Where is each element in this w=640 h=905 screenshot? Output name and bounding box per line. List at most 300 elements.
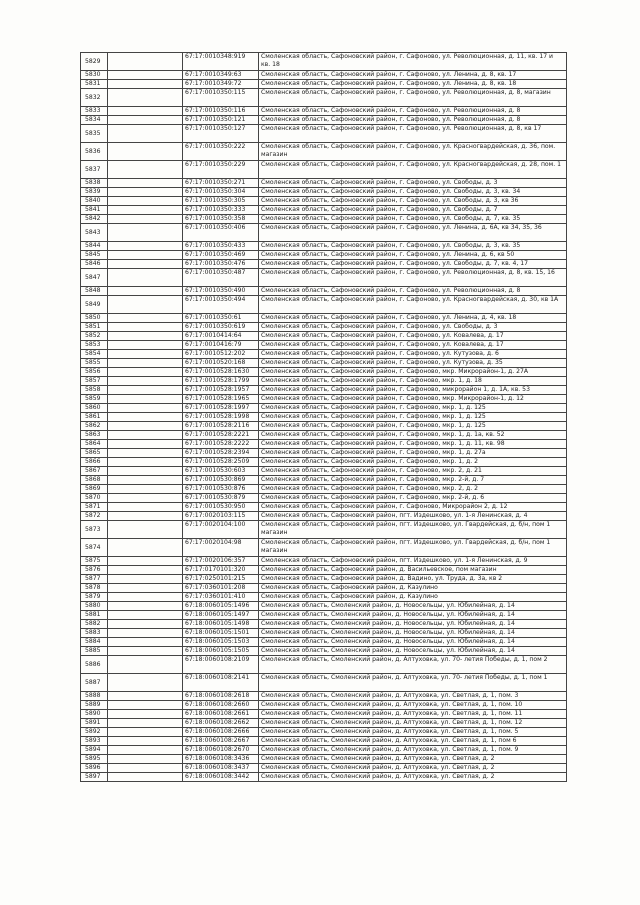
address-cell: Смоленская область, Сафоновский район, г. Сафоново, ул. Свободы, д. 7, кв. 4, 17 <box>259 260 567 269</box>
cadastral-number-cell: 67:17:0010350:490 <box>183 287 259 296</box>
table-row <box>81 611 567 620</box>
address-cell: Смоленская область, Смоленский район, д. Новосельцы, ул. Юбилейная, д. 14 <box>259 620 567 629</box>
empty-cell <box>108 719 183 728</box>
cadastral-number-cell: 67:18:0060108:2667 <box>183 737 259 746</box>
address-cell: Смоленская область, Сафоновский район, г. Сафоново, ул. Ковалева, д. 17 <box>259 341 567 350</box>
address-cell: Смоленская область, Смоленский район, д. Новосельцы, ул. Юбилейная, д. 14 <box>259 611 567 620</box>
address-cell: Смоленская область, Смоленский район, д. Алтуховка, ул. Светлая, д. 2 <box>259 773 567 782</box>
row-number-cell: 5892 <box>81 728 108 737</box>
row-number-cell: 5869 <box>81 485 108 494</box>
address-cell: Смоленская область, Смоленский район, д. Алтуховка, ул. Светлая, д. 2 <box>259 764 567 773</box>
cadastral-number-cell: 67:17:0010512:202 <box>183 350 259 359</box>
empty-cell <box>108 53 183 71</box>
empty-cell <box>108 107 183 116</box>
row-number-cell: 5857 <box>81 377 108 386</box>
address-cell: Смоленская область, Смоленский район, д. Алтуховка, ул. 70- летия Победы, д. 1, пом 1 <box>259 674 567 692</box>
empty-cell <box>108 593 183 602</box>
empty-cell <box>108 638 183 647</box>
address-cell: Смоленская область, Сафоновский район, г. Сафоново, мкр. 1, д. 18 <box>259 377 567 386</box>
cadastral-number-cell: 67:17:0010350:433 <box>183 242 259 251</box>
cadastral-number-cell: 67:17:0010350:61 <box>183 314 259 323</box>
row-number-cell: 5849 <box>81 296 108 314</box>
address-cell: Смоленская область, Сафоновский район, г. Сафоново, ул. Революционная, д. 8 <box>259 116 567 125</box>
address-cell: Смоленская область, Сафоновский район, г. Сафоново, ул. Свободы, д. 7, кв. 35 <box>259 215 567 224</box>
empty-cell <box>108 368 183 377</box>
table-row <box>81 719 567 728</box>
row-number-cell: 5831 <box>81 80 108 89</box>
table-row <box>81 197 567 206</box>
table-row <box>81 404 567 413</box>
cadastral-number-cell: 67:17:0010350:229 <box>183 161 259 179</box>
empty-cell <box>108 692 183 701</box>
address-cell: Смоленская область, Сафоновский район, д. Васильевское, пом магазин <box>259 566 567 575</box>
row-number-cell: 5841 <box>81 206 108 215</box>
row-number-cell: 5897 <box>81 773 108 782</box>
cadastral-number-cell: 67:18:0060105:1503 <box>183 638 259 647</box>
table-row <box>81 215 567 224</box>
table-row <box>81 692 567 701</box>
row-number-cell: 5833 <box>81 107 108 116</box>
row-number-cell: 5860 <box>81 404 108 413</box>
empty-cell <box>108 395 183 404</box>
empty-cell <box>108 242 183 251</box>
empty-cell <box>108 764 183 773</box>
table-row <box>81 332 567 341</box>
cadastral-number-cell: 67:17:0010350:115 <box>183 89 259 107</box>
table-row <box>81 773 567 782</box>
address-cell: Смоленская область, Сафоновский район, г. Сафоново, ул. Революционная, д. 8 <box>259 287 567 296</box>
address-cell: Смоленская область, Сафоновский район, г. Сафоново, мкр. 1, д. 1а, кв. 52 <box>259 431 567 440</box>
cadastral-number-cell: 67:17:0010350:333 <box>183 206 259 215</box>
table-row <box>81 485 567 494</box>
empty-cell <box>108 476 183 485</box>
row-number-cell: 5870 <box>81 494 108 503</box>
cadastral-number-cell: 67:17:0010350:476 <box>183 260 259 269</box>
empty-cell <box>108 332 183 341</box>
table-row <box>81 503 567 512</box>
row-number-cell: 5843 <box>81 224 108 242</box>
row-number-cell: 5879 <box>81 593 108 602</box>
address-cell: Смоленская область, Сафоновский район, г. Сафоново, мкр. 1, д. 27а <box>259 449 567 458</box>
cadastral-number-cell: 67:18:0060108:2661 <box>183 710 259 719</box>
table-row <box>81 161 567 179</box>
cadastral-number-cell: 67:17:0010350:406 <box>183 224 259 242</box>
empty-cell <box>108 521 183 539</box>
address-cell: Смоленская область, Сафоновский район, г. Сафоново, ул. Ленина, д. 6, кв 50 <box>259 251 567 260</box>
address-cell: Смоленская область, Смоленский район, д. Новосельцы, ул. Юбилейная, д. 14 <box>259 629 567 638</box>
row-number-cell: 5846 <box>81 260 108 269</box>
table-row <box>81 341 567 350</box>
table-row <box>81 116 567 125</box>
cadastral-number-cell: 67:18:0060108:2662 <box>183 719 259 728</box>
address-cell: Смоленская область, Сафоновский район, г. Сафоново, ул. Ленина, д. 8, кв. 17 <box>259 71 567 80</box>
table-row <box>81 566 567 575</box>
row-number-cell: 5852 <box>81 332 108 341</box>
row-number-cell: 5856 <box>81 368 108 377</box>
table-row <box>81 359 567 368</box>
empty-cell <box>108 512 183 521</box>
address-cell: Смоленская область, Сафоновский район, г. Сафоново, ул. Свободы, д. 3, кв 36 <box>259 197 567 206</box>
row-number-cell: 5895 <box>81 755 108 764</box>
row-number-cell: 5859 <box>81 395 108 404</box>
row-number-cell: 5837 <box>81 161 108 179</box>
table-row <box>81 557 567 566</box>
table-row <box>81 314 567 323</box>
table-row <box>81 638 567 647</box>
empty-cell <box>108 503 183 512</box>
row-number-cell: 5850 <box>81 314 108 323</box>
address-cell: Смоленская область, Сафоновский район, г. Сафоново, мкр. Микрорайон-1, д. 27А <box>259 368 567 377</box>
address-cell: Смоленская область, Смоленский район, д. Алтуховка, ул. 70- летия Победы, д. 1, пом 2 <box>259 656 567 674</box>
address-cell: Смоленская область, Сафоновский район, г. Сафоново, мкр. 1, д. 125 <box>259 413 567 422</box>
address-cell: Смоленская область, Смоленский район, д. Алтуховка, ул. Светлая, д. 1, пом. 5 <box>259 728 567 737</box>
empty-cell <box>108 404 183 413</box>
address-cell: Смоленская область, Сафоновский район, пгт. Издешково, ул. Гвардейская, д. б/н, пом 1 магазин <box>259 539 567 557</box>
address-cell: Смоленская область, Сафоновский район, г. Сафоново, ул. Революционная, д. 8 <box>259 107 567 116</box>
empty-cell <box>108 89 183 107</box>
cadastral-number-cell: 67:17:0010349:63 <box>183 71 259 80</box>
row-number-cell: 5871 <box>81 503 108 512</box>
cadastral-number-cell: 67:17:0010350:127 <box>183 125 259 143</box>
cadastral-number-cell: 67:17:0010530:876 <box>183 485 259 494</box>
address-cell: Смоленская область, Сафоновский район, д. Вадино, ул. Труда, д. 3а, кв 2 <box>259 575 567 584</box>
cadastral-number-cell: 67:17:0020104:100 <box>183 521 259 539</box>
address-cell: Смоленская область, Сафоновский район, г. Сафоново, мкр. 1, д. 125 <box>259 422 567 431</box>
table-row <box>81 323 567 332</box>
cadastral-number-cell: 67:17:0010350:305 <box>183 197 259 206</box>
cadastral-number-cell: 67:17:0010528:2394 <box>183 449 259 458</box>
cadastral-number-cell: 67:17:0010349:72 <box>183 80 259 89</box>
empty-cell <box>108 296 183 314</box>
address-cell: Смоленская область, Смоленский район, д. Алтуховка, ул. Светлая, д. 1, пом 6 <box>259 737 567 746</box>
table-row <box>81 521 567 539</box>
row-number-cell: 5886 <box>81 656 108 674</box>
empty-cell <box>108 422 183 431</box>
table-row <box>81 251 567 260</box>
cadastral-number-cell: 67:17:0010414:64 <box>183 332 259 341</box>
cadastral-number-cell: 67:17:0010528:2222 <box>183 440 259 449</box>
empty-cell <box>108 485 183 494</box>
empty-cell <box>108 350 183 359</box>
address-cell: Смоленская область, Сафоновский район, г. Сафоново, мкр. 1, д. 125 <box>259 404 567 413</box>
row-number-cell: 5867 <box>81 467 108 476</box>
table-row <box>81 674 567 692</box>
table-row <box>81 746 567 755</box>
empty-cell <box>108 224 183 242</box>
cadastral-number-cell: 67:18:0060108:3437 <box>183 764 259 773</box>
cadastral-number-cell: 67:18:0060108:2618 <box>183 692 259 701</box>
empty-cell <box>108 314 183 323</box>
row-number-cell: 5881 <box>81 611 108 620</box>
cadastral-number-cell: 67:17:0010348:919 <box>183 53 259 71</box>
table-row <box>81 242 567 251</box>
table-row <box>81 206 567 215</box>
address-cell: Смоленская область, Сафоновский район, г. Сафоново, мкр. 1, д. 2 <box>259 458 567 467</box>
empty-cell <box>108 557 183 566</box>
cadastral-number-cell: 67:17:0010350:304 <box>183 188 259 197</box>
row-number-cell: 5890 <box>81 710 108 719</box>
cadastral-number-cell: 67:18:0060108:2660 <box>183 701 259 710</box>
address-cell: Смоленская область, Сафоновский район, г. Сафоново, ул. Свободы, д. 3 <box>259 179 567 188</box>
address-cell: Смоленская область, Сафоновский район, г. Сафоново, ул. Революционная, д. 8, магазин <box>259 89 567 107</box>
empty-cell <box>108 341 183 350</box>
row-number-cell: 5855 <box>81 359 108 368</box>
row-number-cell: 5838 <box>81 179 108 188</box>
empty-cell <box>108 125 183 143</box>
table-row <box>81 89 567 107</box>
address-cell: Смоленская область, Смоленский район, д. Алтуховка, ул. Светлая, д. 1, пом. 10 <box>259 701 567 710</box>
row-number-cell: 5866 <box>81 458 108 467</box>
cadastral-number-cell: 67:17:0020103:115 <box>183 512 259 521</box>
cadastral-number-cell: 67:17:0010530:950 <box>183 503 259 512</box>
row-number-cell: 5882 <box>81 620 108 629</box>
row-number-cell: 5889 <box>81 701 108 710</box>
empty-cell <box>108 674 183 692</box>
address-cell: Смоленская область, Сафоновский район, г. Сафоново, микрорайон 1, д. 1А, кв. 53 <box>259 386 567 395</box>
cadastral-number-cell: 67:18:0060105:1497 <box>183 611 259 620</box>
table-row <box>81 575 567 584</box>
table-row <box>81 53 567 71</box>
empty-cell <box>108 386 183 395</box>
row-number-cell: 5834 <box>81 116 108 125</box>
row-number-cell: 5832 <box>81 89 108 107</box>
empty-cell <box>108 323 183 332</box>
address-cell: Смоленская область, Сафоновский район, г. Сафоново, ул. Кутузова, д. 35 <box>259 359 567 368</box>
empty-cell <box>108 260 183 269</box>
empty-cell <box>108 656 183 674</box>
empty-cell <box>108 746 183 755</box>
table-row <box>81 620 567 629</box>
cadastral-number-cell: 67:17:0010350:121 <box>183 116 259 125</box>
address-cell: Смоленская область, Сафоновский район, г. Сафоново, мкр. 2-й, д. 6 <box>259 494 567 503</box>
empty-cell <box>108 773 183 782</box>
cadastral-number-cell: 67:17:0010528:1965 <box>183 395 259 404</box>
empty-cell <box>108 287 183 296</box>
cadastral-number-cell: 67:17:0010528:2221 <box>183 431 259 440</box>
row-number-cell: 5862 <box>81 422 108 431</box>
row-number-cell: 5848 <box>81 287 108 296</box>
address-cell: Смоленская область, Сафоновский район, г. Сафоново, мкр. 2-й, д. 7 <box>259 476 567 485</box>
table-row <box>81 458 567 467</box>
table-row <box>81 179 567 188</box>
row-number-cell: 5891 <box>81 719 108 728</box>
row-number-cell: 5845 <box>81 251 108 260</box>
register-body <box>81 53 567 782</box>
cadastral-number-cell: 67:17:0010350:358 <box>183 215 259 224</box>
table-row <box>81 422 567 431</box>
table-row <box>81 476 567 485</box>
address-cell: Смоленская область, Сафоновский район, г. Сафоново, ул. Революционная, д. 8, кв. 15, 16 <box>259 269 567 287</box>
empty-cell <box>108 80 183 89</box>
row-number-cell: 5840 <box>81 197 108 206</box>
address-cell: Смоленская область, Сафоновский район, д. Казулино <box>259 584 567 593</box>
table-row <box>81 728 567 737</box>
row-number-cell: 5858 <box>81 386 108 395</box>
address-cell: Смоленская область, Смоленский район, д. Алтуховка, ул. Светлая, д. 1, пом. 3 <box>259 692 567 701</box>
address-cell: Смоленская область, Сафоновский район, пгт. Издешково, ул. 1-я Ленинская, д. 9 <box>259 557 567 566</box>
table-row <box>81 395 567 404</box>
address-cell: Смоленская область, Смоленский район, д. Новосельцы, ул. Юбилейная, д. 14 <box>259 638 567 647</box>
cadastral-number-cell: 67:17:0010350:116 <box>183 107 259 116</box>
cadastral-number-cell: 67:17:0010530:603 <box>183 467 259 476</box>
empty-cell <box>108 215 183 224</box>
address-cell: Смоленская область, Смоленский район, д. Новосельцы, ул. Юбилейная, д. 14 <box>259 647 567 656</box>
address-cell: Смоленская область, Сафоновский район, г. Сафоново, ул. Ленина, д. 8, кв. 18 <box>259 80 567 89</box>
row-number-cell: 5844 <box>81 242 108 251</box>
row-number-cell: 5868 <box>81 476 108 485</box>
cadastral-number-cell: 67:17:0010528:2509 <box>183 458 259 467</box>
empty-cell <box>108 647 183 656</box>
empty-cell <box>108 611 183 620</box>
table-row <box>81 125 567 143</box>
row-number-cell: 5861 <box>81 413 108 422</box>
row-number-cell: 5851 <box>81 323 108 332</box>
cadastral-number-cell: 67:17:0010528:1957 <box>183 386 259 395</box>
row-number-cell: 5888 <box>81 692 108 701</box>
empty-cell <box>108 197 183 206</box>
table-row <box>81 629 567 638</box>
empty-cell <box>108 377 183 386</box>
address-cell: Смоленская область, Смоленский район, д. Алтуховка, ул. Светлая, д. 1, пом. 11 <box>259 710 567 719</box>
empty-cell <box>108 710 183 719</box>
row-number-cell: 5853 <box>81 341 108 350</box>
table-row <box>81 647 567 656</box>
table-row <box>81 431 567 440</box>
cadastral-number-cell: 67:17:0010350:487 <box>183 269 259 287</box>
address-cell: Смоленская область, Сафоновский район, г. Сафоново, мкр. 1, д. 11, кв. 98 <box>259 440 567 449</box>
row-number-cell: 5835 <box>81 125 108 143</box>
empty-cell <box>108 161 183 179</box>
row-number-cell: 5894 <box>81 746 108 755</box>
row-number-cell: 5864 <box>81 440 108 449</box>
row-number-cell: 5829 <box>81 53 108 71</box>
row-number-cell: 5893 <box>81 737 108 746</box>
cadastral-number-cell: 67:17:0010528:1630 <box>183 368 259 377</box>
empty-cell <box>108 251 183 260</box>
row-number-cell: 5847 <box>81 269 108 287</box>
empty-cell <box>108 584 183 593</box>
cadastral-number-cell: 67:17:0010350:494 <box>183 296 259 314</box>
cadastral-number-cell: 67:17:0010528:1997 <box>183 404 259 413</box>
table-row <box>81 107 567 116</box>
cadastral-number-cell: 67:18:0060108:3436 <box>183 755 259 764</box>
empty-cell <box>108 566 183 575</box>
address-cell: Смоленская область, Сафоновский район, г. Сафоново, ул. Революционная, д. 11, кв. 17 и кв. 18 <box>259 53 567 71</box>
table-row <box>81 440 567 449</box>
empty-cell <box>108 458 183 467</box>
cadastral-number-cell: 67:17:0360101:410 <box>183 593 259 602</box>
row-number-cell: 5874 <box>81 539 108 557</box>
table-row <box>81 755 567 764</box>
address-cell: Смоленская область, Сафоновский район, пгт. Издешково, ул. 1-я Ленинская, д. 4 <box>259 512 567 521</box>
address-cell: Смоленская область, Сафоновский район, пгт. Издешково, ул. Гвардейская, д. б/н, пом 1 магазин <box>259 521 567 539</box>
empty-cell <box>108 440 183 449</box>
table-row <box>81 737 567 746</box>
table-row <box>81 494 567 503</box>
cadastral-number-cell: 67:17:0010350:619 <box>183 323 259 332</box>
cadastral-number-cell: 67:18:0060108:3442 <box>183 773 259 782</box>
cadastral-number-cell: 67:17:0010528:2116 <box>183 422 259 431</box>
address-cell: Смоленская область, Сафоновский район, г. Сафоново, ул. Свободы, д. 3 <box>259 323 567 332</box>
cadastral-number-cell: 67:17:0010416:79 <box>183 341 259 350</box>
address-cell: Смоленская область, Сафоновский район, г. Сафоново, Микрорайон 2, д. 12 <box>259 503 567 512</box>
table-row <box>81 764 567 773</box>
address-cell: Смоленская область, Сафоновский район, г. Сафоново, ул. Ленина, д. 4, кв. 18 <box>259 314 567 323</box>
table-row <box>81 413 567 422</box>
empty-cell <box>108 728 183 737</box>
row-number-cell: 5873 <box>81 521 108 539</box>
table-row <box>81 143 567 161</box>
empty-cell <box>108 449 183 458</box>
address-cell: Смоленская область, Смоленский район, д. Новосельцы, ул. Юбилейная, д. 14 <box>259 602 567 611</box>
row-number-cell: 5896 <box>81 764 108 773</box>
address-cell: Смоленская область, Сафоновский район, г. Сафоново, ул. Свободы, д. 3, кв. 34 <box>259 188 567 197</box>
table-row <box>81 71 567 80</box>
row-number-cell: 5865 <box>81 449 108 458</box>
address-cell: Смоленская область, Сафоновский район, г. Сафоново, ул. Красногвардейская, д. 36, пом. магазин <box>259 143 567 161</box>
empty-cell <box>108 629 183 638</box>
empty-cell <box>108 494 183 503</box>
cadastral-number-cell: 67:18:0060108:2670 <box>183 746 259 755</box>
cadastral-number-cell: 67:18:0060108:2141 <box>183 674 259 692</box>
table-row <box>81 287 567 296</box>
cadastral-number-cell: 67:17:0020104:98 <box>183 539 259 557</box>
row-number-cell: 5878 <box>81 584 108 593</box>
table-row <box>81 512 567 521</box>
table-row <box>81 260 567 269</box>
row-number-cell: 5836 <box>81 143 108 161</box>
empty-cell <box>108 116 183 125</box>
empty-cell <box>108 143 183 161</box>
cadastral-number-cell: 67:17:0250101:215 <box>183 575 259 584</box>
empty-cell <box>108 359 183 368</box>
empty-cell <box>108 179 183 188</box>
cadastral-number-cell: 67:17:0170101:320 <box>183 566 259 575</box>
cadastral-number-cell: 67:17:0010350:271 <box>183 179 259 188</box>
row-number-cell: 5872 <box>81 512 108 521</box>
table-row <box>81 377 567 386</box>
cadastral-number-cell: 67:17:0010350:469 <box>183 251 259 260</box>
row-number-cell: 5885 <box>81 647 108 656</box>
table-row <box>81 710 567 719</box>
table-row <box>81 368 567 377</box>
row-number-cell: 5880 <box>81 602 108 611</box>
table-row <box>81 602 567 611</box>
table-row <box>81 269 567 287</box>
address-cell: Смоленская область, Сафоновский район, г. Сафоново, ул. Ковалева, д. 17 <box>259 332 567 341</box>
empty-cell <box>108 539 183 557</box>
empty-cell <box>108 413 183 422</box>
empty-cell <box>108 206 183 215</box>
row-number-cell: 5830 <box>81 71 108 80</box>
cadastral-number-cell: 67:17:0360101:208 <box>183 584 259 593</box>
address-cell: Смоленская область, Сафоновский район, г. Сафоново, мкр. 2, д. 2 <box>259 485 567 494</box>
row-number-cell: 5854 <box>81 350 108 359</box>
table-row <box>81 449 567 458</box>
address-cell: Смоленская область, Смоленский район, д. Алтуховка, ул. Светлая, д. 1, пом. 12 <box>259 719 567 728</box>
cadastral-number-cell: 67:17:0010528:1998 <box>183 413 259 422</box>
empty-cell <box>108 71 183 80</box>
empty-cell <box>108 620 183 629</box>
address-cell: Смоленская область, Сафоновский район, г. Сафоново, ул. Свободы, д. 7 <box>259 206 567 215</box>
address-cell: Смоленская область, Сафоновский район, г. Сафоново, ул. Кутузова, д. 6 <box>259 350 567 359</box>
row-number-cell: 5875 <box>81 557 108 566</box>
address-cell: Смоленская область, Сафоновский район, г. Сафоново, мкр. 2, д. 21 <box>259 467 567 476</box>
table-row <box>81 296 567 314</box>
row-number-cell: 5863 <box>81 431 108 440</box>
empty-cell <box>108 431 183 440</box>
address-cell: Смоленская область, Сафоновский район, г. Сафоново, мкр. Микрорайон-1, д. 12 <box>259 395 567 404</box>
